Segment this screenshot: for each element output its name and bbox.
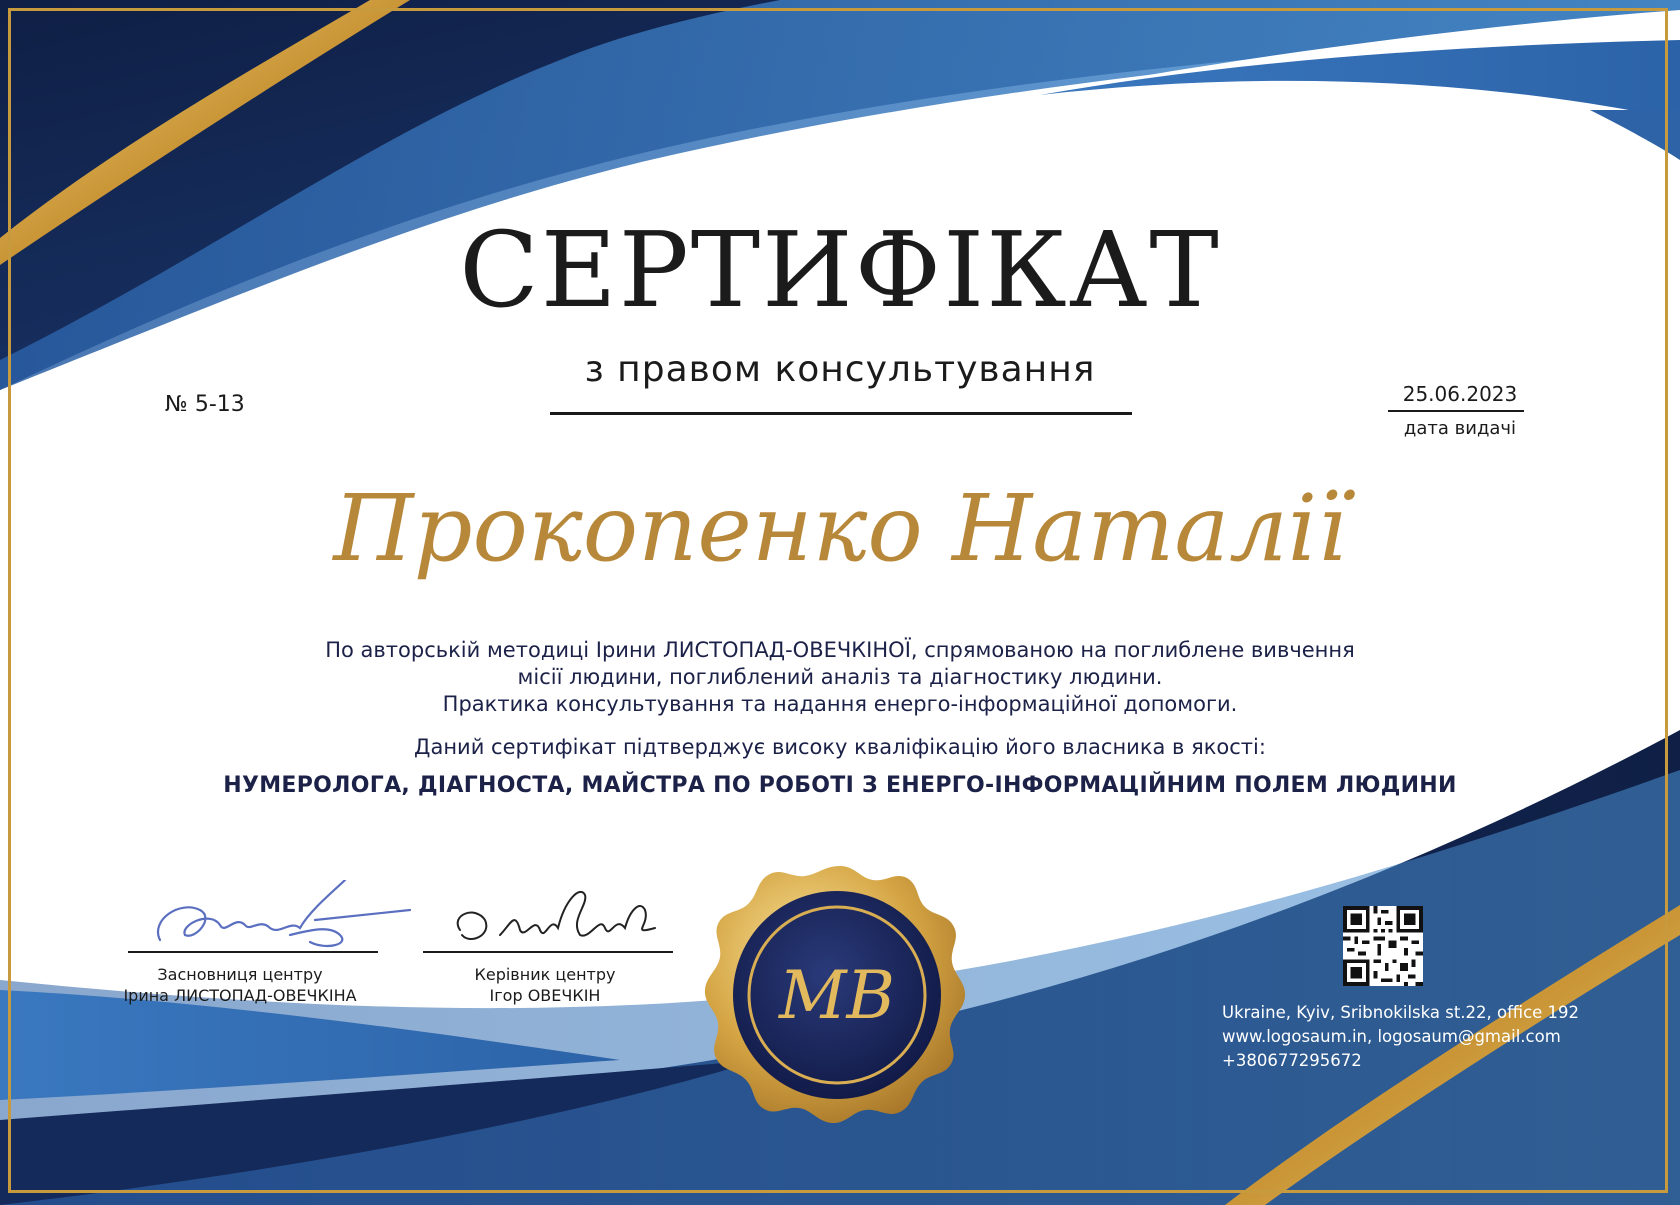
issue-date: 25.06.2023 [1402,382,1518,406]
qualification: НУМЕРОЛОГА, ДІАГНОСТА, МАЙСТРА ПО РОБОТІ З ЕНЕРГО-ІНФОРМАЦІЙНИМ ПОЛЕМ ЛЮДИНИ [223,773,1457,798]
subtitle-underline [550,412,1132,415]
signatory-name: Ігор ОВЕЧКІН [489,986,601,1005]
signature-line-founder [128,951,378,953]
right-blue-edge [1590,110,1680,160]
signature-line-director [423,951,673,953]
contact-address: Ukraine, Kyiv, Sribnokilska st.22, office 192 [1222,1003,1580,1022]
description-line: По авторській методиці Ірини ЛИСТОПАД-ОВЕЧКІНОЇ, спрямованою на поглиблене вивчення [325,638,1355,662]
recipient-name: Прокопенко Наталії [333,475,1347,582]
signatory-founder [110,964,370,1006]
issue-date-underline [1388,410,1524,412]
signature-director [440,880,690,960]
gold-seal-icon [700,858,980,1138]
qr-code[interactable] [1343,906,1423,986]
signatory-role: Засновниця центру [157,965,323,984]
contact-phone[interactable]: +380677295672 [1222,1051,1362,1070]
confirmation-text: Даний сертифікат підтверджує високу кваліфікацію його власника в якості: [414,735,1266,759]
certificate-subtitle: з правом консультування [584,349,1096,390]
description-line: місії людини, поглиблений аналіз та діагностику людини. [517,665,1163,689]
description-line: Практика консультування та надання енерго-інформаційної допомоги. [442,692,1238,716]
contact-info [1222,1001,1579,1073]
certificate-title: СЕРТИФІКАТ [459,209,1221,331]
signatory-role: Керівник центру [474,965,616,984]
signature-founder [140,880,420,960]
contact-web-email[interactable]: www.logosaum.in, logosaum@gmail.com [1222,1027,1561,1046]
certificate-number: № 5-13 [165,392,245,417]
description [240,637,1440,718]
seal-monogram: МВ [778,957,896,1034]
signatory-director [415,964,675,1006]
issue-date-label: дата видачі [1403,418,1517,439]
signatory-name: Ірина ЛИСТОПАД-ОВЕЧКІНА [123,986,357,1005]
